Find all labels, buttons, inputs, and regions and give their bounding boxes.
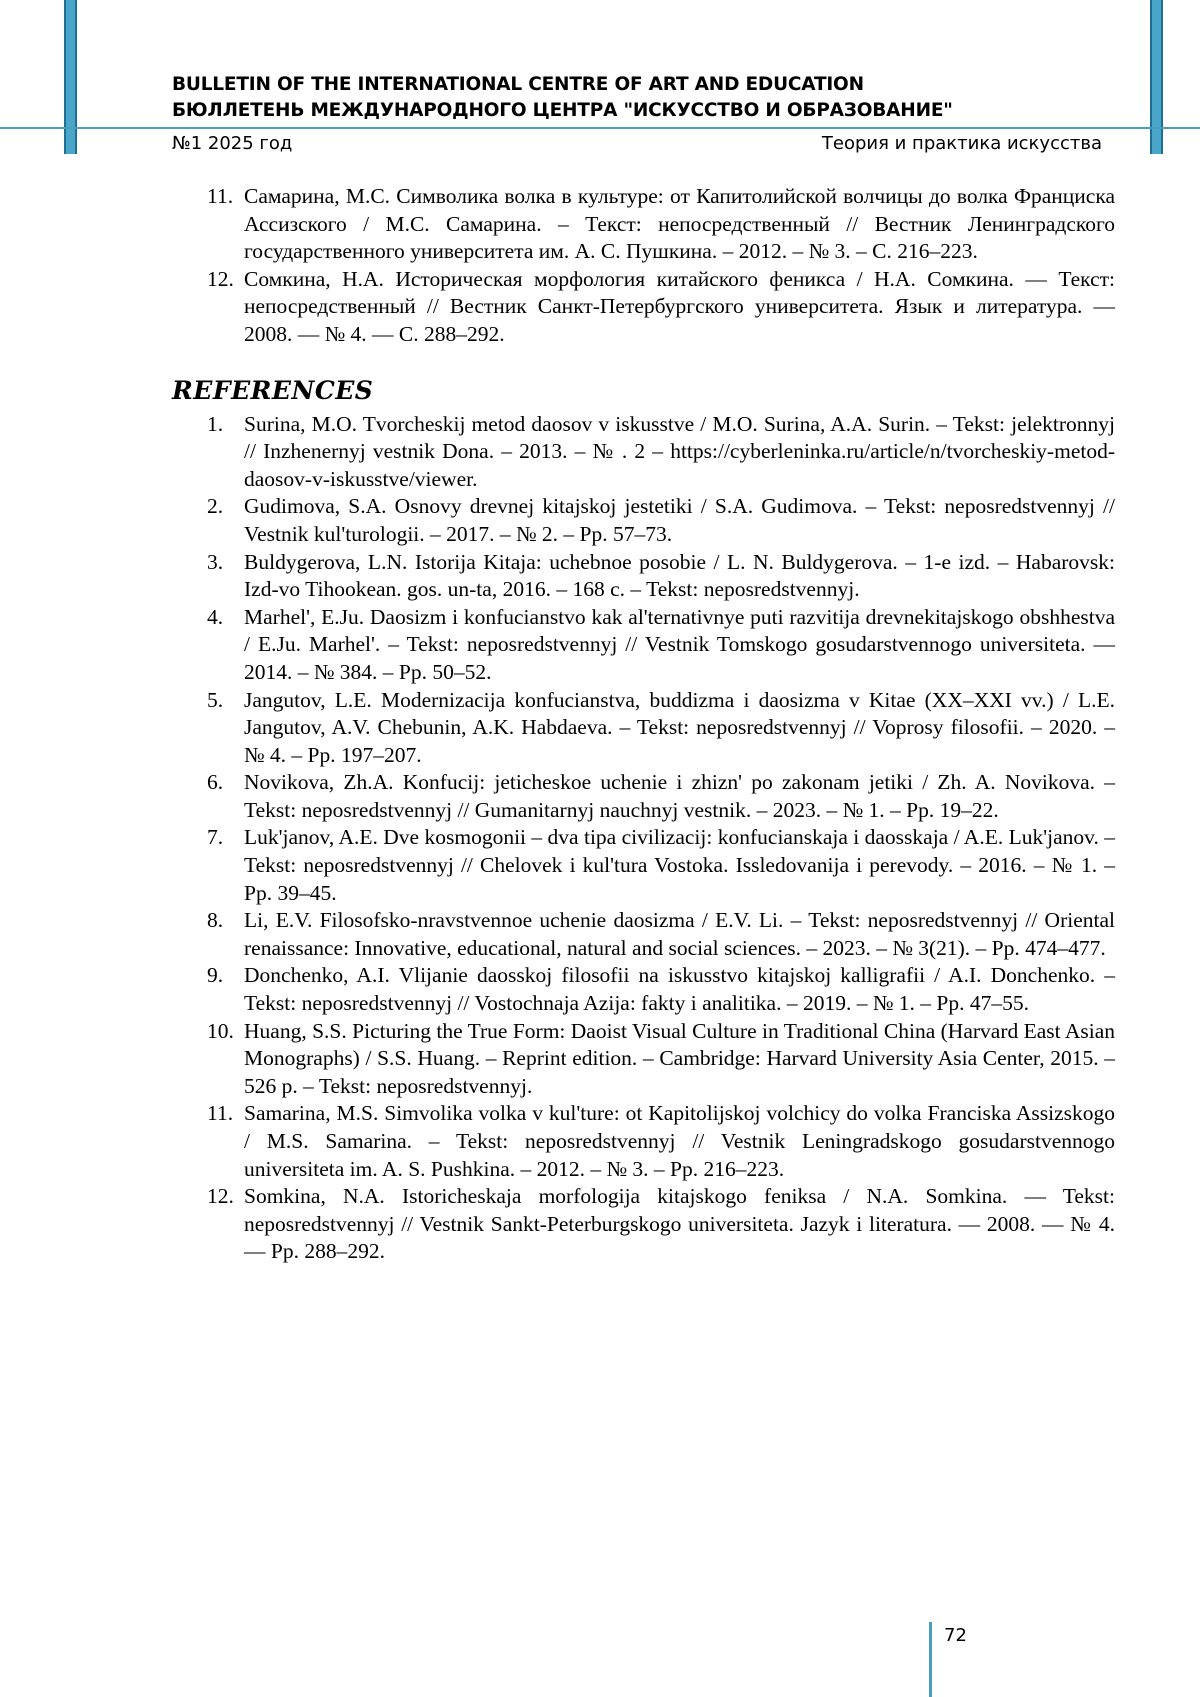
list-item [172,907,1115,962]
journal-title-en: BULLETIN OF THE INTERNATIONAL CENTRE OF ART AND EDUCATION [172,74,864,95]
list-item-text: Gudimova, S.A. Osnovy drevnej kitajskoj jestetiki / S.A. Gudimova. – Tekst: neposredstvennyj // Vestnik kul'turologii. – 2017. – № 2. – Pp. 57–73. [244,494,1115,546]
list-item [172,687,1115,770]
section-label: Теория и практика искусства [821,133,1102,154]
list-item [172,493,1115,548]
list-item-number: 11. [207,184,234,208]
list-item [172,1183,1115,1266]
list-item [172,549,1115,604]
list-item-number: 4. [207,604,224,629]
references-list [172,411,1115,1266]
journal-title [172,72,953,124]
list-item-text: Сомкина, Н.А. Историческая морфология китайского феникса / Н.А. Сомкина. — Текст: непосредственный // Вестник Санкт-Петербургского университета. Язык и литература. — 2008. — № 4. — С. 288–292. [244,266,1115,346]
list-item [172,824,1115,907]
list-item [172,1100,1115,1183]
list-item-number: 2. [207,494,224,519]
list-item-text: Donchenko, A.I. Vlijanie daosskoj filosofii na iskusstvo kitajskoj kalligrafii / A.I. Donchenko. – Tekst: neposredstvennyj // Vostochnaja Azija: fakty i analitika. – 2019. – № 1. – Pp. 47–55. [244,963,1115,1016]
list-item-number: 1. [207,411,224,436]
list-item-text: Li, E.V. Filosofsko-nravstvennoe uchenie daosizma / E.V. Li. – Tekst: neposredstvennyj // Oriental renaissance: Innovative, educational, natural and social sciences. – 2023. – № 3(21). – Pp. 474–477. [244,908,1115,960]
list-item-number: 11. [207,1101,234,1126]
page-content [172,183,1115,1266]
list-item-text: Somkina, N.A. Istoricheskaja morfologija kitajskogo feniksa / N.A. Somkina. — Tekst: neposredstvennyj // Vestnik Sankt-Peterburgskogo universiteta. Jazyk i literatura. — 2008. — № 4. — Pp. 288–292. [244,1184,1115,1264]
list-item-text: Marhel', E.Ju. Daosizm i konfucianstvo kak al'ternativnye puti razvitija drevnekitajskogo obshhestva / E.Ju. Marhel'. – Tekst: neposredstvennyj // Vestnik Tomskogo gosudarstvennogo universiteta. — 2014. – № 384. – Pp. 50–52. [244,604,1115,684]
list-item-number: 8. [207,908,224,933]
issue-label: №1 2025 год [172,133,293,154]
list-item [172,411,1115,494]
list-item-text: Samarina, M.S. Simvolika volka v kul'ture: ot Kapitolijskoj volchicy do volka Franciska Assizskogo / M.S. Samarina. – Tekst: neposredstvennyj // Vestnik Leningradskogo gosudarstvennogo universiteta im. A. S. Pushkina. – 2012. – № 3. – Pp. 216–223. [244,1101,1115,1181]
list-item [172,1018,1115,1101]
footer-accent-bar [929,1622,932,1697]
literature-list-continued [172,183,1115,349]
list-item-number: 12. [207,266,234,291]
list-item-text: Huang, S.S. Picturing the True Form: Daoist Visual Culture in Traditional China (Harvard East Asian Monographs) / S.S. Huang. – Reprint edition. – Cambridge: Harvard University Asia Center, 2015. – 526 p. – Tekst: neposredstvennyj. [244,1018,1115,1098]
list-item-text: Surina, M.O. Tvorcheskij metod daosov v iskusstve / M.O. Surina, A.A. Surin. – Tekst: jelektronnyj // Inzhenernyj vestnik Dona. – 2013. – № . 2 – https://cyberleninka.ru/article/n/tvorcheskiy-metod-daosov-v-iskusstve/viewer. [244,411,1115,491]
list-item [172,962,1115,1017]
right-header-accent-bar [1150,0,1163,154]
page-number: 72 [944,1625,967,1646]
list-item-number: 9. [207,963,224,988]
list-item [172,266,1115,349]
list-item-text: Jangutov, L.E. Modernizacija konfucianstva, buddizma i daosizma v Kitae (XX–XXI vv.) / L.E. Jangutov, A.V. Chebunin, A.K. Habdaeva. – Tekst: neposredstvennyj // Voprosy filosofii. – 2020. – № 4. – Pp. 197–207. [244,687,1115,767]
list-item-number: 3. [207,549,224,574]
list-item-number: 5. [207,687,224,712]
list-item-number: 7. [207,825,224,850]
references-heading: REFERENCES [172,375,374,405]
list-item-number: 12. [207,1184,234,1209]
list-item [172,769,1115,824]
list-item-text: Luk'janov, A.E. Dve kosmogonii – dva tipa civilizacij: konfucianskaja i daosskaja / A.E. Luk'janov. – Tekst: neposredstvennyj // Chelovek i kul'tura Vostoka. Issledovanija i perevody. – 2016. – № 1. – Pp. 39–45. [244,825,1115,905]
list-item [172,604,1115,687]
journal-title-ru: БЮЛЛЕТЕНЬ МЕЖДУНАРОДНОГО ЦЕНТРА "ИСКУССТВО И ОБРАЗОВАНИЕ" [172,100,953,121]
list-item-text: Самарина, М.С. Символика волка в культуре: от Капитолийской волчицы до волка Франциска Ассизского / М.С. Самарина. – Текст: непосредственный // Вестник Ленинградского государственного университета им. А. С. Пушкина. – 2012. – № 3. – С. 216–223. [244,184,1115,264]
header-divider [0,127,1200,129]
list-item [172,183,1115,266]
left-header-accent-bar [64,0,77,154]
list-item-number: 10. [207,1018,234,1043]
list-item-number: 6. [207,770,224,795]
list-item-text: Buldygerova, L.N. Istorija Kitaja: uchebnoe posobie / L. N. Buldygerova. – 1-e izd. – Habarovsk: Izd-vo Tihookean. gos. un-ta, 2016. – 168 c. – Tekst: neposredstvennyj. [244,549,1115,602]
list-item-text: Novikova, Zh.A. Konfucij: jeticheskoe uchenie i zhizn' po zakonam jetiki / Zh. A. Novikova. – Tekst: neposredstvennyj // Gumanitarnyj nauchnyj vestnik. – 2023. – № 1. – Pp. 19–22. [244,770,1115,822]
